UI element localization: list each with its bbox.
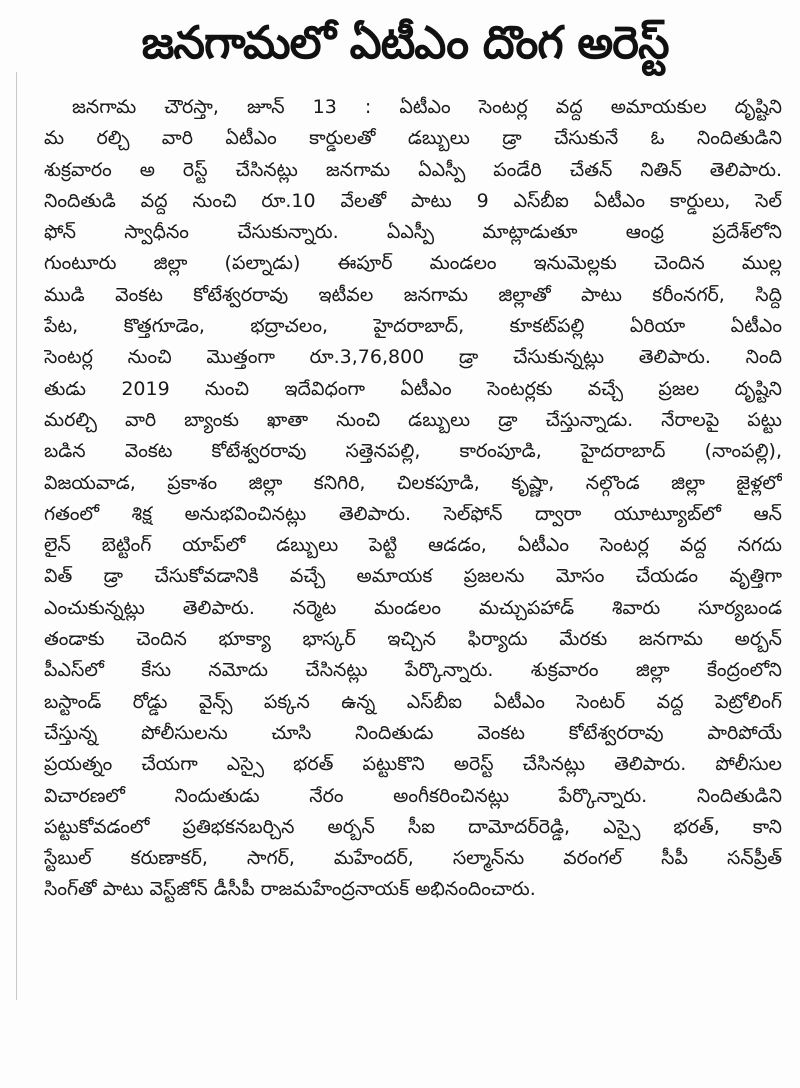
body-line: బడిన వెంకట కోటేశ్వరరావు సత్తెనపల్లి, కారంపూడి, హైదరాబాద్ (నాంపల్లి), bbox=[44, 440, 782, 463]
body-line: గుంటూరు జిల్లా (పల్నాడు) ఈపూర్ మండలం ఇనుమెల్లకు చెందిన ముల్ల bbox=[44, 252, 782, 275]
body-line: ఫోన్ స్వాధీనం చేసుకున్నారు. ఏఎస్పీ మాట్లాడుతూ ఆంధ్ర ప్రదేశ్‌లోని bbox=[44, 221, 782, 244]
body-line: పీఎస్‌లో కేసు నమోదు చేసినట్లు పేర్కొన్నారు. శుక్రవారం జిల్లా కేంద్రంలోని bbox=[44, 659, 782, 682]
body-line: తండాకు చెందిన భూక్యా భాస్కర్ ఇచ్చిన ఫిర్యాదు మేరకు జనగామ అర్బన్ bbox=[44, 628, 782, 651]
body-line: తుడు 2019 నుంచి ఇదేవిధంగా ఏటీఎం సెంటర్లకు వచ్చే ప్రజల దృష్టిని bbox=[44, 377, 782, 400]
body-line: ఎంచుకున్నట్లు తెలిపారు. నర్మెట మండలం మచ్చుపహాడ్ శివారు సూర్యబండ bbox=[44, 596, 782, 619]
body-line: విచారణలో నిందుతుడు నేరం అంగీకరించినట్లు పేర్కొన్నారు. నిందితుడిని bbox=[44, 784, 782, 807]
body-line: పేట, కొత్తగూడెం, భద్రాచలం, హైదరాబాద్, కూకట్‌పల్లి ఏరియా ఏటీఎం bbox=[44, 315, 782, 338]
body-line: మరల్చి వారి బ్యాంకు ఖాతా నుంచి డబ్బులు డ్రా చేస్తున్నాడు. నేరాలపై పట్టు bbox=[44, 408, 782, 431]
body-line: సింగ్‌తో పాటు వెస్ట్‌జోన్ డీసీపీ రాజమహేంద్రనాయక్ అభినందించారు. bbox=[44, 878, 536, 901]
body-line: విత్ డ్రా చేసుకోవడానికి వచ్చే అమాయక ప్రజలను మోసం చేయడం వృత్తిగా bbox=[44, 565, 782, 588]
body-line: ముడి వెంకట కోటేశ్వరరావు ఇటీవల జనగామ జిల్లాతో పాటు కరీంనగర్, సిద్ది bbox=[44, 283, 782, 306]
body-line: సెంటర్ల నుంచి మొత్తంగా రూ.3,76,800 డ్రా చేసుకున్నట్లు తెలిపారు. నింది bbox=[44, 346, 782, 369]
body-line: జనగామ చౌరస్తా, జూన్ 13 : ఏటీఎం సెంటర్ల వద్ద అమాయకుల దృష్టిని bbox=[72, 96, 782, 118]
body-line: పట్టుకోవడంలో ప్రతిభకనబర్చిన అర్బన్ సీఐ దామోదర్‌రెడ్డి, ఎస్సై భరత్, కాని bbox=[44, 815, 782, 838]
body-line: నిందితుడి వద్ద నుంచి రూ.10 వేలతో పాటు 9 ఎస్‌బీఐ ఏటీఎం కార్డులు, సెల్ bbox=[44, 189, 782, 212]
body-line: శుక్రవారం అ రెస్ట్ చేసినట్లు జనగామ ఏఎస్పీ పండేరి చేతన్ నితిన్ తెలిపారు. bbox=[44, 158, 782, 181]
body-line: ప్రయత్నం చేయగా ఎస్సై భరత్ పట్టుకొని అరెస్ట్ చేసినట్లు తెలిపారు. పోలీసుల bbox=[44, 753, 782, 776]
column-divider bbox=[16, 72, 17, 1000]
headline: జనగామలో ఏటీఎం దొంగ అరెస్ట్ bbox=[141, 16, 669, 69]
body-line: స్టేబుల్ కరుణాకర్, సాగర్, మహేందర్, సల్మాన్‌ను వరంగల్ సీపీ సన్‌ప్రీత్ bbox=[44, 847, 782, 870]
body-line: లైన్ బెట్టింగ్ యాప్‌లో డబ్బులు పెట్టి ఆడడం, ఏటీఎం సెంటర్ల వద్ద నగదు bbox=[44, 534, 782, 557]
body-line: మ రల్చి వారి ఏటీఎం కార్డులతో డబ్బులు డ్రా చేసుకునే ఓ నిందితుడిని bbox=[44, 127, 782, 150]
body-line: గతంలో శిక్ష అనుభవించినట్లు తెలిపారు. సెల్‌ఫోన్ ద్వారా యూట్యూబ్‌లో ఆన్ bbox=[44, 502, 782, 525]
body-line: విజయవాడ, ప్రకాశం జిల్లా కనిగిరి, చిలకపూడి, కృష్ణా, నల్గొండ జిల్లా జైళ్లలో bbox=[44, 471, 782, 494]
body-line: బస్టాండ్ రోడ్డు వైన్స్ పక్కన ఉన్న ఎస్‌బీఐ ఏటీఎం సెంటర్ వద్ద పెట్రోలింగ్ bbox=[44, 690, 782, 713]
article-body bbox=[44, 92, 782, 906]
body-line: చేస్తున్న పోలీసులను చూసి నిందితుడు వెంకట కోటేశ్వరరావు పారిపోయే bbox=[44, 721, 782, 744]
